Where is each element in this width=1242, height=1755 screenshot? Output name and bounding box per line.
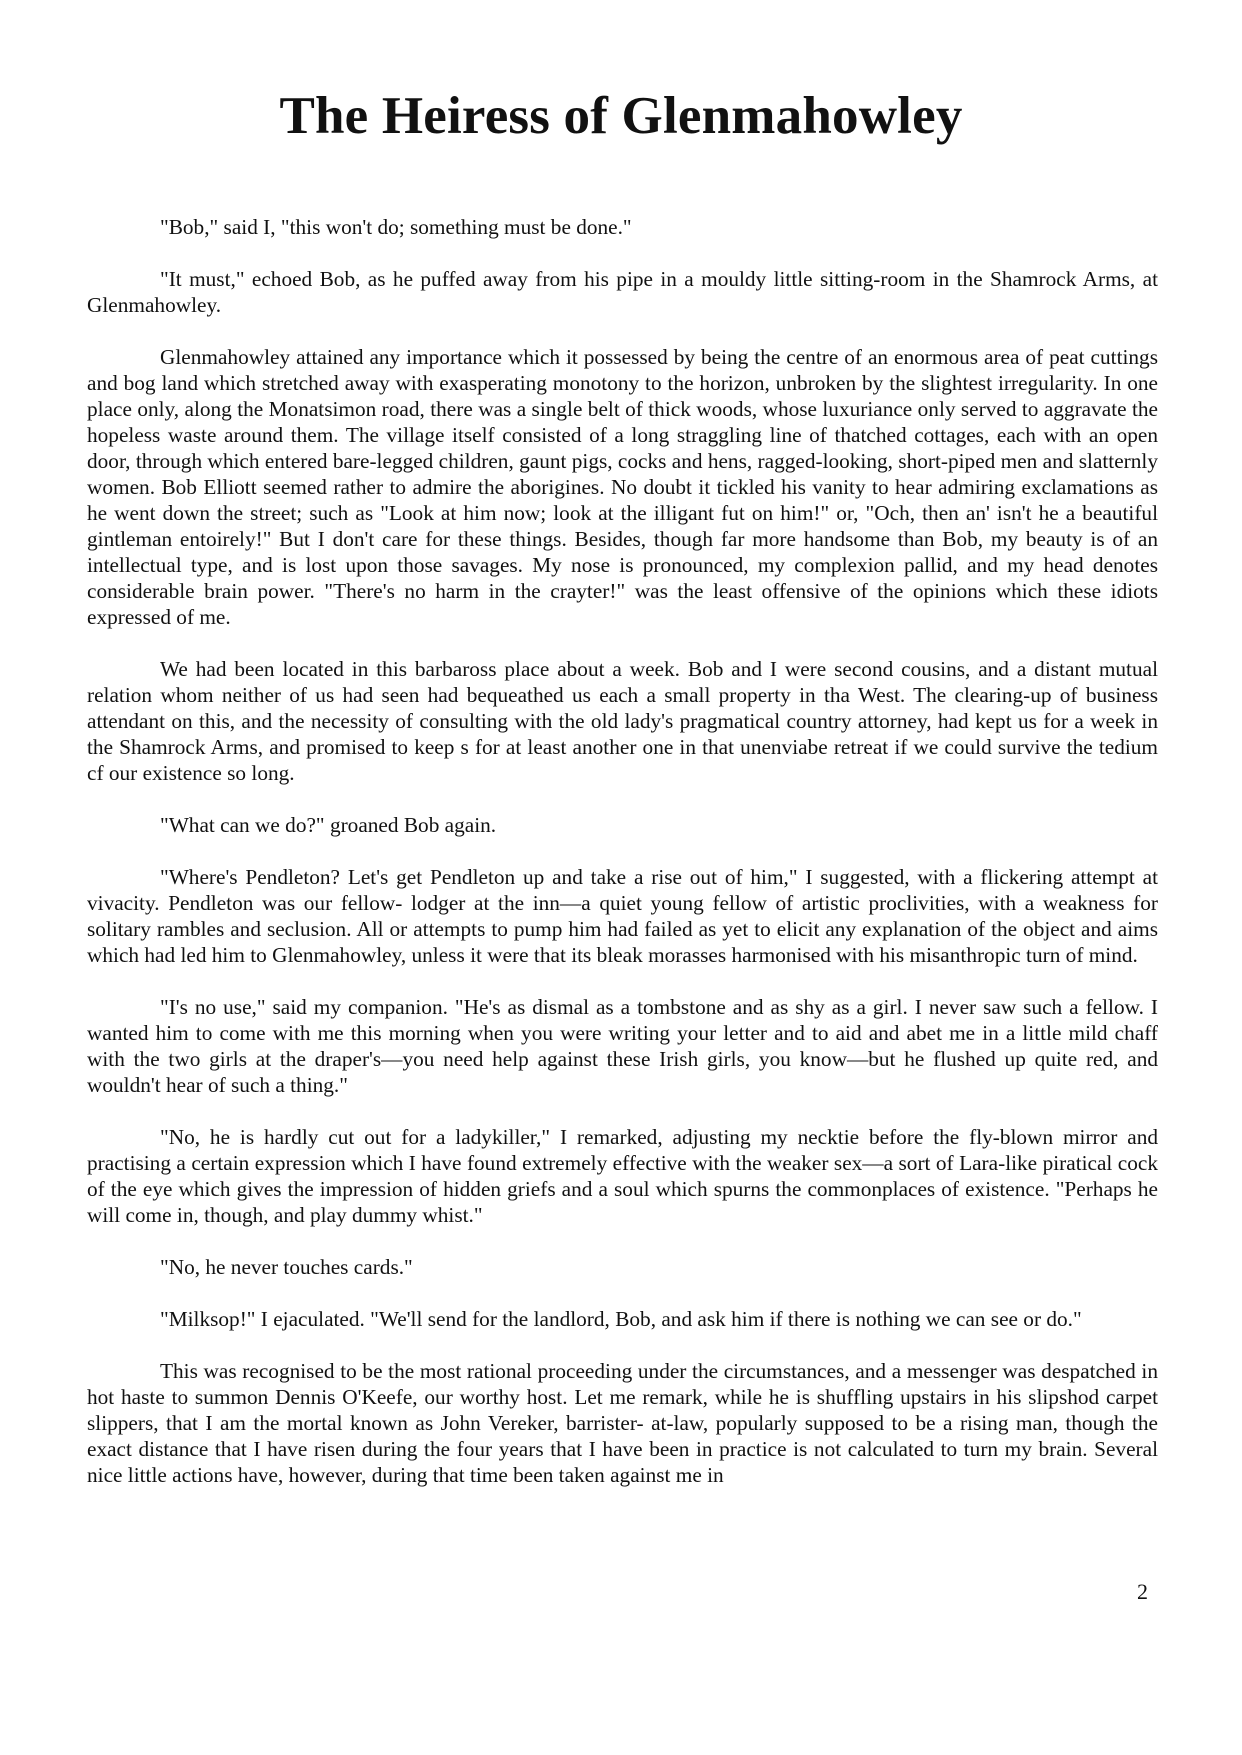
- paragraph: This was recognised to be the most rational proceeding under the circumstances, and a messenger was despatched in hot haste to summon Dennis O'Keefe, our worthy host. Let me remark, while he is shuffling upstairs in his slipshod carpet slippers, that I am the mortal known as John Vereker, barrister- at-law, popularly supposed to be a rising man, though the exact distance that I have risen during the four years that I have been in practice is not calculated to turn my brain. Several nice little actions have, however, during that time been taken against me in: [87, 1359, 1158, 1487]
- paragraph: "No, he never touches cards.": [160, 1255, 413, 1279]
- paragraph: "Milksop!" I ejaculated. "We'll send for the landlord, Bob, and ask him if there is nothing we can see or do.": [160, 1307, 1082, 1331]
- paragraph: "Where's Pendleton? Let's get Pendleton up and take a rise out of him," I suggested, with a flickering attempt at vivacity. Pendleton was our fellow- lodger at the inn—a quiet young fellow of artistic proclivities, with a weakness for solitary rambles and seclusion. All or attempts to pump him had failed as yet to elicit any explanation of the object and aims which had led him to Glenmahowley, unless it were that its bleak morasses harmonised with his misanthropic turn of mind.: [87, 865, 1158, 967]
- paragraph: "I's no use," said my companion. "He's as dismal as a tombstone and as shy as a girl. I never saw such a fellow. I wanted him to come with me this morning when you were writing your letter and to aid and abet me in a little mild chaff with the two girls at the draper's—you need help against these Irish girls, you know—but he flushed up quite red, and wouldn't hear of such a thing.": [87, 995, 1158, 1097]
- page-title: The Heiress of Glenmahowley: [279, 87, 963, 145]
- paragraph: "Bob," said I, "this won't do; something must be done.": [160, 215, 632, 239]
- paragraph: "What can we do?" groaned Bob again.: [160, 813, 497, 837]
- paragraph: Glenmahowley attained any importance which it possessed by being the centre of an enormous area of peat cuttings and bog land which stretched away with exasperating monotony to the horizon, unbroken by the slightest irregularity. In one place only, along the Monatsimon road, there was a single belt of thick woods, whose luxuriance only served to aggravate the hopeless waste around them. The village itself consisted of a long straggling line of thatched cottages, each with an open door, through which entered bare-legged children, gaunt pigs, cocks and hens, ragged-looking, short-piped men and slatternly women. Bob Elliott seemed rather to admire the aborigines. No doubt it tickled his vanity to hear admiring exclamations as he went down the street; such as "Look at him now; look at the illigant fut on him!" or, "Och, then an' isn't he a beautiful gintleman entoirely!" But I don't care for these things. Besides, though far more handsome than Bob, my beauty is of an intellectual type, and is lost upon those savages. My nose is pronounced, my complexion pallid, and my head denotes considerable brain power. "There's no harm in the crayter!" was the least offensive of the opinions which these idiots expressed of me.: [87, 345, 1158, 629]
- page-number: 2: [1137, 1579, 1148, 1604]
- paragraph: We had been located in this barbaross place about a week. Bob and I were second cousins, and a distant mutual relation whom neither of us had seen had bequeathed us each a small property in tha West. The clearing-up of business attendant on this, and the necessity of consulting with the old lady's pragmatical country attorney, had kept us for a week in the Shamrock Arms, and promised to keep s for at least another one in that unenviabe retreat if we could survive the tedium cf our existence so long.: [87, 657, 1158, 785]
- paragraph: "It must," echoed Bob, as he puffed away from his pipe in a mouldy little sitting-room in the Shamrock Arms, at Glenmahowley.: [87, 267, 1158, 317]
- paragraph: "No, he is hardly cut out for a ladykiller," I remarked, adjusting my necktie before the fly-blown mirror and practising a certain expression which I have found extremely effective with the weaker sex—a sort of Lara-like piratical cock of the eye which gives the impression of hidden griefs and a soul which spurns the commonplaces of existence. "Perhaps he will come in, though, and play dummy whist.": [87, 1125, 1158, 1227]
- body-text: [87, 214, 1158, 1514]
